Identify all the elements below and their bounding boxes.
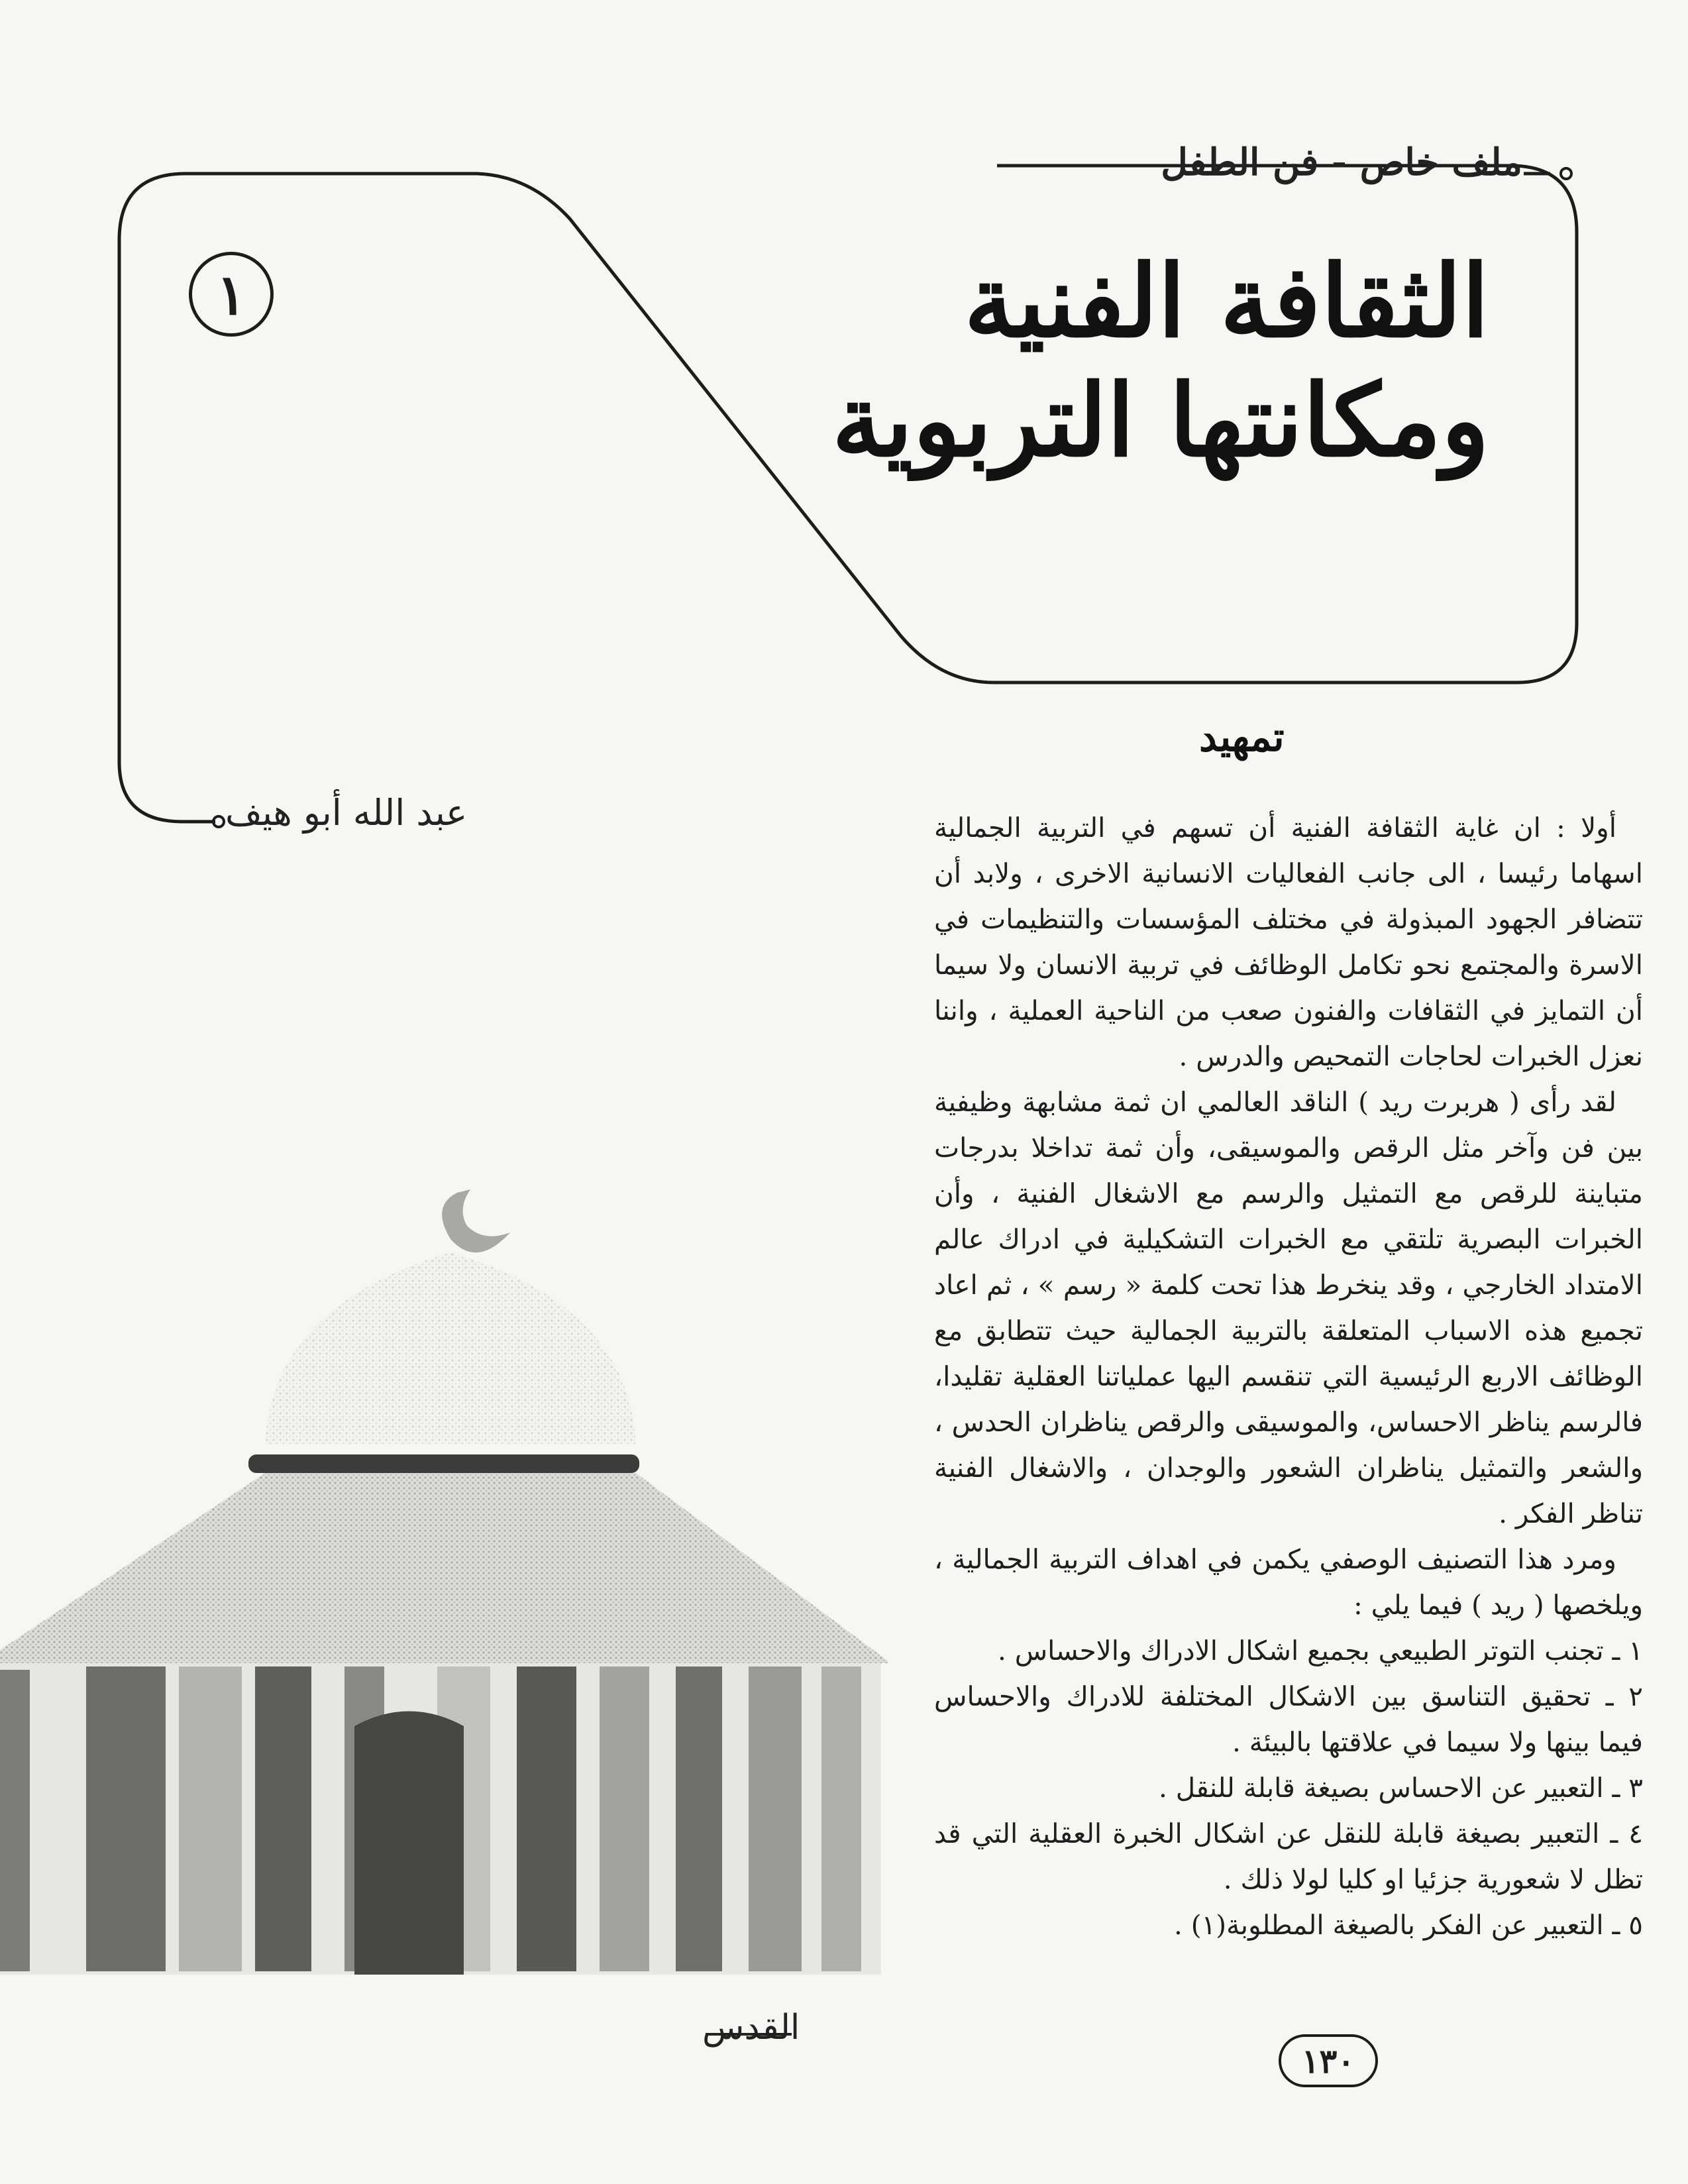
section-heading: تمهيد [1199, 714, 1285, 761]
list-item: ٢ ـ تحقيق التناسق بين الاشكال المختلفة للادراك والاحساس فيما بينها ولا سيما في علاقتها بالبيئة . [934, 1680, 1643, 1758]
section-tag: ملف خاص - فن الطفل [1161, 140, 1522, 184]
paragraph: أولا : ان غاية الثقافة الفنية أن تسهم في التربية الجمالية اسهاما رئيسا ، الى جانب الفعاليات الانسانية الاخرى ، ولابد أن تتضافر الجهود المبذولة في مختلف المؤسسات والتنظيمات في الاسرة والمجتمع نحو تكامل الوظائف في تربية الانسان ولا سيما أن التمايز في الثقافات والفنون صعب من الناحية العملية ، واننا نعزل الخبرات لحاجات التمحيص والدرس . [934, 812, 1643, 1072]
article-title-line-1: الثقافة الفنية [964, 243, 1489, 360]
crescent-moon [442, 1189, 510, 1252]
list-item: ٣ ـ التعبير عن الاحساس بصيغة قابلة للنقل . [1158, 1772, 1643, 1804]
dome-band [248, 1454, 639, 1473]
frame-dot-top [1561, 168, 1571, 179]
page-number: ١٣٠ [1279, 2034, 1378, 2087]
article-title-line-2: ومكانتها التربوية [831, 362, 1489, 479]
author-name: عبد الله أبو هيف [225, 792, 468, 834]
paragraph: ومرد هذا التصنيف الوصفي يكمن في اهداف التربية الجمالية ، ويلخصها ( ريد ) فيما يلي : [934, 1543, 1643, 1621]
childs-painting-illustration [0, 1126, 888, 1981]
dome [265, 1252, 636, 1445]
illustration-caption: القدس [702, 2008, 800, 2048]
list-item: ٥ ـ التعبير عن الفكر بالصيغة المطلوبة(١) . [1173, 1909, 1643, 1941]
door [354, 1726, 464, 1975]
caption-rule [706, 2028, 792, 2041]
roof [0, 1473, 888, 1663]
paragraph: لقد رأى ( هربرت ريد ) الناقد العالمي ان ثمة مشابهة وظيفية بين فن وآخر مثل الرقص والموسيقى، وأن ثمة تداخلا بدرجات متباينة للرقص مع التمثيل والرسم مع الاشغال الفنية ، وأن الخبرات البصرية تلتقي مع الخبرات التشكيلية في ادراك عالم الامتداد الخارجي ، وقد ينخرط هذا تحت كلمة « رسم » ، ثم اعاد تجميع هذه الاسباب المتعلقة بالتربية الجمالية حيث تتطابق مع الوظائف الاربع الرئيسية التي تنقسم اليها عملياتنا العقلية تقليدا، فالرسم يناظر الاحساس، والموسيقى والرقص يناظران الحدس ، والشعر والتمثيل يناظران الشعور والوجدان ، والاشغال الفنية تناظر الفكر . [934, 1086, 1643, 1529]
list-item: ١ ـ تجنب التوتر الطبيعي بجميع اشكال الادراك والاحساس . [997, 1635, 1643, 1666]
article-body [934, 805, 1643, 1948]
list-item: ٤ ـ التعبير بصيغة قابلة للنقل عن اشكال الخبرة العقلية التي قد تظل لا شعورية جزئيا او كليا لولا ذلك . [934, 1818, 1643, 1895]
article-number-badge: ١ [189, 252, 274, 337]
frame-dot-bottom [213, 816, 224, 827]
